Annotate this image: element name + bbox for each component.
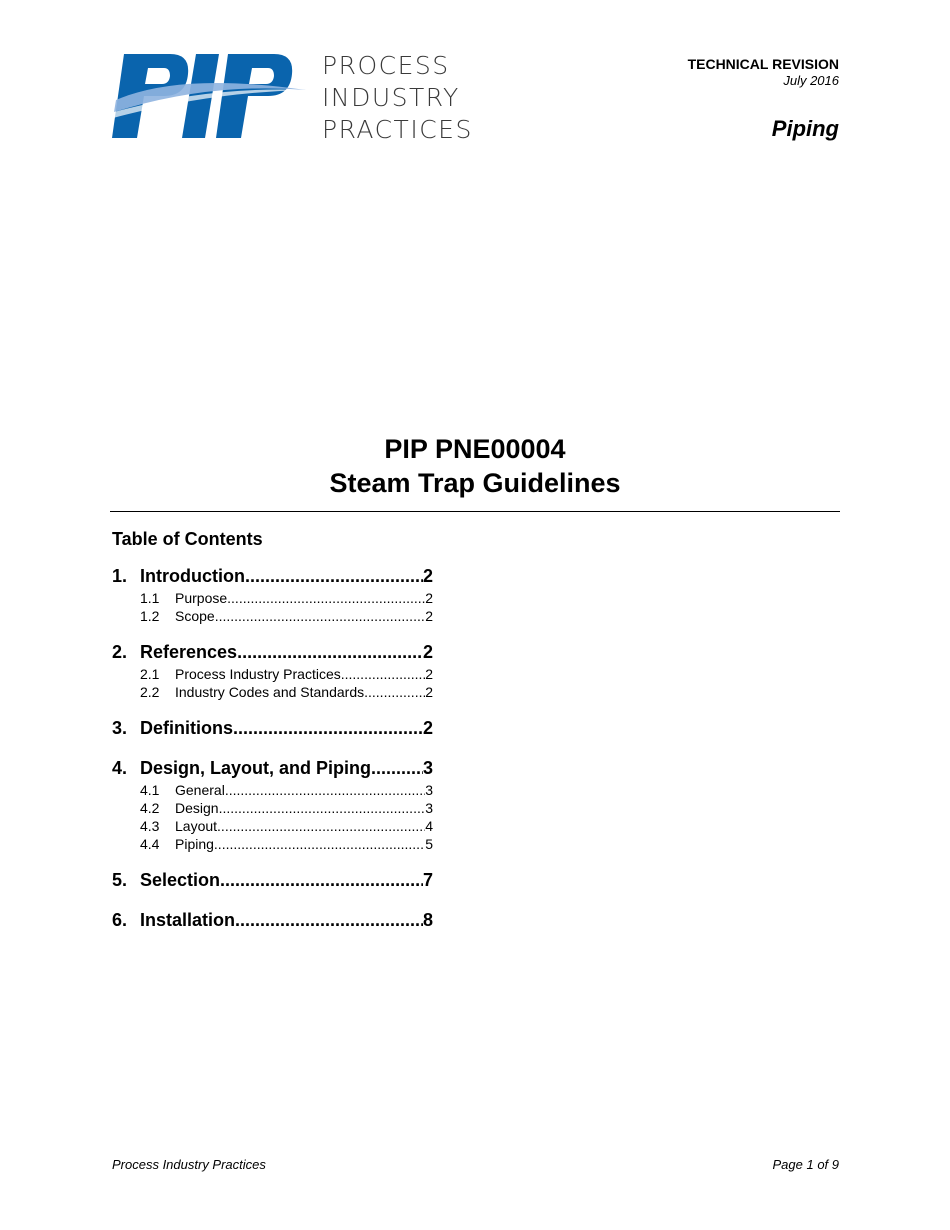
toc-entry-page: 2 — [422, 566, 433, 586]
toc-leader-dots — [233, 716, 423, 741]
toc-entry-title: Design, Layout, and Piping — [140, 758, 372, 778]
toc-entry-title: Installation — [140, 910, 236, 930]
revision-block — [688, 56, 839, 89]
toc-entry-title: Process Industry Practices — [175, 666, 341, 682]
toc-entry[interactable] — [112, 868, 433, 893]
toc-leader-dots — [214, 835, 425, 853]
toc-entry-page: 5 — [425, 836, 433, 852]
toc-entry-page: 4 — [425, 818, 433, 834]
revision-label: TECHNICAL REVISION — [687, 56, 839, 72]
toc-entry-number: 2.2 — [140, 684, 160, 700]
footer-publisher: Process Industry Practices — [112, 1157, 266, 1172]
toc-entry-page: 2 — [425, 684, 433, 700]
toc-entry-number: 2. — [112, 642, 128, 662]
toc-entry-title: Layout — [175, 818, 218, 834]
toc-entry-title: Design — [175, 800, 219, 816]
toc-entry-page: 7 — [422, 870, 433, 890]
toc-entry-number: 4.3 — [140, 818, 160, 834]
toc-section — [112, 756, 433, 853]
logo-word-2: INDUSTRY — [322, 83, 460, 112]
toc-section — [112, 908, 433, 933]
logo-word-1: PROCESS — [322, 51, 450, 80]
document-category: Piping — [771, 116, 839, 141]
toc-entry[interactable] — [112, 640, 433, 665]
toc-section — [112, 868, 433, 893]
toc-heading: Table of Contents — [112, 529, 263, 549]
toc-entry-number: 1.2 — [140, 608, 160, 624]
toc-entry-title: Industry Codes and Standards — [175, 684, 365, 700]
toc-leader-dots — [235, 908, 423, 933]
toc-entry-page: 2 — [422, 642, 433, 662]
toc-entry-number: 1. — [112, 566, 128, 586]
toc-entry-title: Scope — [175, 608, 215, 624]
toc-section — [112, 640, 433, 701]
toc-section — [112, 716, 433, 741]
toc-entry-number: 4.1 — [140, 782, 160, 798]
toc-entry-number: 2.1 — [140, 666, 160, 682]
toc-entry-page: 2 — [425, 666, 433, 682]
toc-entry-number: 6. — [112, 910, 128, 930]
toc-leader-dots — [245, 564, 423, 589]
toc-entry[interactable] — [112, 908, 433, 933]
toc-subentry[interactable] — [112, 683, 433, 701]
toc-subentry[interactable] — [112, 589, 433, 607]
toc-subentry[interactable] — [112, 817, 433, 835]
toc-entry[interactable] — [112, 756, 433, 781]
toc-subentry[interactable] — [112, 835, 433, 853]
toc-entry-number: 4. — [112, 758, 128, 778]
document-name: Steam Trap Guidelines — [329, 468, 621, 498]
toc-leader-dots — [237, 640, 423, 665]
toc-leader-dots — [215, 607, 426, 625]
toc-leader-dots — [364, 683, 425, 701]
toc-entry-number: 3. — [112, 718, 128, 738]
toc-entry-page: 3 — [425, 782, 433, 798]
toc-entry-page: 3 — [425, 800, 433, 816]
toc-leader-dots — [341, 665, 425, 683]
toc-subentry[interactable] — [112, 607, 433, 625]
toc-entry-number: 4.2 — [140, 800, 160, 816]
toc-entry-number: 1.1 — [140, 590, 160, 606]
logo-wordmark — [322, 50, 473, 146]
document-title — [0, 432, 950, 500]
toc-entry-title: General — [175, 782, 225, 798]
toc-entry-page: 3 — [422, 758, 433, 778]
toc-entry-page: 8 — [422, 910, 433, 930]
toc-entry[interactable] — [112, 564, 433, 589]
toc-entry-page: 2 — [422, 718, 433, 738]
toc-entry-number: 5. — [112, 870, 128, 890]
toc-subentry[interactable] — [112, 799, 433, 817]
toc-entry-title: Definitions — [140, 718, 233, 738]
toc-subentry[interactable] — [112, 781, 433, 799]
toc-section — [112, 564, 433, 625]
toc-leader-dots — [225, 781, 425, 799]
toc-entry-number: 4.4 — [140, 836, 160, 852]
toc-entry-page: 2 — [425, 608, 433, 624]
toc-leader-dots — [220, 868, 423, 893]
toc-entry-title: Selection — [140, 870, 221, 890]
title-divider — [110, 511, 840, 512]
toc-leader-dots — [217, 817, 425, 835]
toc-entry-title: Purpose — [175, 590, 228, 606]
toc-entry-title: Piping — [175, 836, 214, 852]
toc-leader-dots — [371, 756, 423, 781]
toc-subentry[interactable] — [112, 665, 433, 683]
toc-entry-page: 2 — [425, 590, 433, 606]
footer-page-number: Page 1 of 9 — [772, 1157, 839, 1172]
logo-word-3: PRACTICES — [322, 115, 473, 144]
pip-logo — [110, 50, 310, 142]
document-number: PIP PNE00004 — [384, 434, 566, 464]
table-of-contents — [112, 564, 433, 948]
toc-entry[interactable] — [112, 716, 433, 741]
revision-date: July 2016 — [783, 73, 839, 88]
toc-entry-title: References — [140, 642, 238, 662]
toc-entry-title: Introduction — [140, 566, 245, 586]
toc-leader-dots — [227, 589, 425, 607]
toc-leader-dots — [219, 799, 426, 817]
